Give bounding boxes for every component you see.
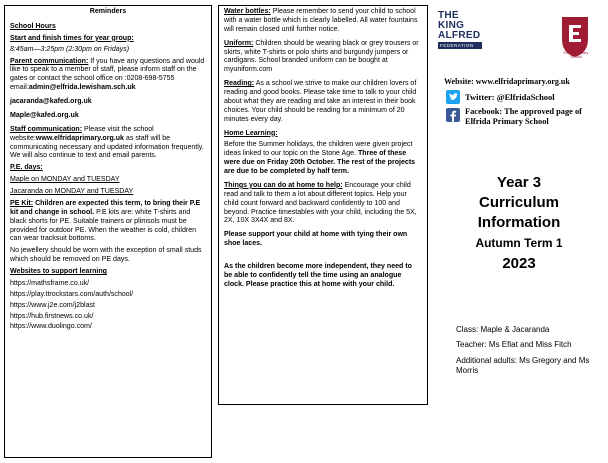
water-label: Water bottles: — [224, 8, 271, 15]
parent-comm-label: Parent communication: — [10, 57, 89, 65]
reminders-panel — [4, 5, 212, 458]
pe-kit — [10, 200, 206, 244]
parent-communication — [10, 58, 206, 94]
king-alfred-logo — [438, 11, 482, 51]
help-text: Encourage your child read and talk to them a lot about different topics. Help your child count forward and backward confidently to 100 and beyond. Practice timestables with your child, including the 5X, 2X, 10X 3X4X and 8X. — [224, 181, 417, 225]
website-link[interactable]: https://hub.firstnews.co.uk/ — [10, 312, 94, 320]
parent-comm-text: If you have any questions and would like to speak to a member of staff, please inform staff on the gates or contact the school office on :0208-698-5755 email: — [10, 57, 205, 92]
logo-line: KING — [438, 20, 465, 31]
title-year-number: 2023 — [502, 255, 536, 272]
jacaranda-email[interactable]: jacaranda@kafed.org.uk — [10, 98, 92, 105]
facebook-icon — [446, 108, 460, 122]
staff-comm-website[interactable]: www.elfridaprimary.org.uk — [35, 134, 124, 142]
shoe-laces-note: Please support your child at home with tying their own shoe laces. — [224, 231, 408, 248]
staff-communication — [10, 126, 206, 162]
pe-kit-text: P.E kits are: white T-shirts and black shorts for PE. Suitable trainers or plimsols must be provided for outdoor PE. When the weather is cold, children can wear tracksuit bottoms. — [10, 208, 197, 243]
pe-kit-label: PE Kit: — [10, 199, 34, 207]
twitter-icon — [446, 90, 460, 104]
facebook-text: Facebook: The approved page of Elfrida Primary School — [465, 107, 582, 126]
clock-note: As the children become more independent, they need to be able to confidently tell the time using an analogue clock. Please practice this at home with your child. — [224, 263, 412, 288]
uniform — [224, 40, 422, 76]
reading-text: As a school we strive to make our children lovers of reading and good books. Please take time to talk to your child about what they are reading and take an interest in their book choices. Your child should be reading for a minimum of 20 minutes every day. — [224, 80, 417, 123]
brochure-title — [434, 173, 604, 275]
class-details — [456, 325, 596, 382]
uniform-label: Uniform: — [224, 39, 254, 47]
home-learning — [224, 141, 422, 177]
jacaranda-pe-day: Jacaranda on MONDAY and TUESDAY — [10, 188, 134, 195]
website-link[interactable]: https://mathsframe.co.uk/ — [10, 279, 90, 287]
water-bottles — [224, 8, 422, 35]
twitter-text: Twitter: @ElfridaSchool — [465, 92, 555, 102]
twitter-handle[interactable] — [446, 89, 555, 105]
title-term: Autumn Term 1 — [475, 236, 563, 250]
help-at-home — [224, 182, 422, 226]
teacher-line: Teacher: Ms Efiat and Miss Fitch — [456, 340, 572, 350]
home-learning-text: Before the Summer holidays, the children were given project ideas linked to our topic on the Stone Age. — [224, 141, 413, 158]
staff-comm-text-1: Please visit the school website: — [10, 125, 154, 142]
school-hours-heading: School Hours — [10, 22, 56, 30]
staff-comm-text-2: as staff will be communicating necessary and updated information frequently. We will also continue to text and email parents. — [10, 134, 204, 160]
jewellery-note: No jewellery should be worn with the exception of small studs which should be removed on PE days. — [10, 247, 202, 264]
maple-email[interactable]: Maple@kafed.org.uk — [10, 111, 79, 119]
pe-days-heading: P.E. days: — [10, 164, 43, 172]
website-link[interactable]: https://play.ttrockstars.com/auth/school/ — [10, 290, 134, 298]
start-finish-heading: Start and finish times for year group: — [10, 34, 134, 42]
water-text: Please remember to send your child to school with a water bottle which is clearly labelled. All water fountains will remain closed until further notice. — [224, 8, 418, 33]
pe-kit-bold: Children are expected this term, to bring their P.E kit and change in school. — [10, 199, 201, 216]
reading — [224, 80, 422, 124]
help-label: Things you can do at home to help: — [224, 181, 343, 189]
crest-label: Elfrida Primary School — [563, 51, 589, 60]
home-learning-heading: Home Learning: — [224, 129, 278, 137]
class-line: Class: Maple & Jacaranda — [456, 325, 550, 334]
website-link[interactable]: https://www.j2e.com/j2blast — [10, 301, 95, 309]
maple-pe-day: Maple on MONDAY and TUESDAY — [10, 176, 120, 184]
facebook-page[interactable] — [446, 107, 597, 126]
reading-label: Reading: — [224, 80, 255, 88]
cover-panel — [434, 5, 604, 458]
adults-line: Additional adults: Ms Gregory and Ms Morris — [456, 355, 590, 376]
admin-email[interactable]: admin@elfrida.lewisham.sch.uk — [28, 84, 136, 92]
information-panel — [218, 5, 428, 405]
reminders-title: Reminders — [89, 8, 127, 15]
website-link[interactable]: https://www.duolingo.com/ — [10, 323, 92, 331]
websites-list — [10, 280, 206, 332]
school-website[interactable]: Website: www.elfridaprimary.org.uk — [444, 77, 570, 86]
logo-federation: FEDERATION — [438, 42, 482, 49]
title-curriculum: Curriculum — [478, 194, 559, 211]
title-year: Year 3 — [496, 174, 542, 191]
websites-heading: Websites to support learning — [10, 268, 107, 275]
logo-line: ALFRED — [438, 30, 481, 41]
title-information: Information — [477, 214, 561, 231]
staff-comm-label: Staff communication: — [10, 125, 83, 133]
uniform-text: Children should be wearing black or grey trousers or skirts, white T-shirts or polo shirts and burgundy jumpers or cardigans. School branded uniform can be bought at myuniform.com — [224, 39, 419, 74]
school-times: 8:45am—3:25pm (2:30pm on Fridays) — [10, 45, 130, 53]
home-learning-bold: Three of these were due on Friday 20th October. The rest of the projects are due to be completed by half term. — [224, 150, 416, 175]
logo-line: THE — [438, 10, 459, 21]
